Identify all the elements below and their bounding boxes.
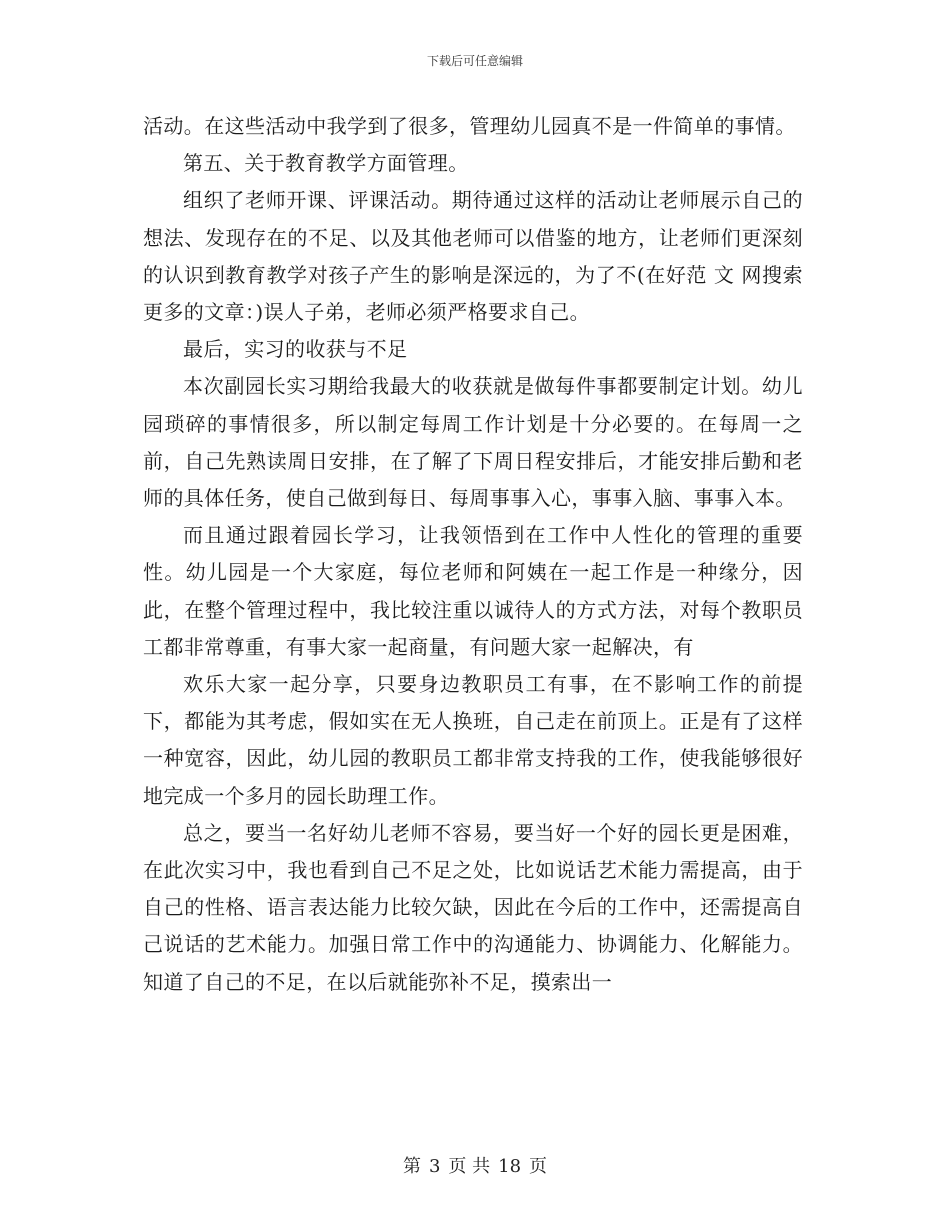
paragraph: 欢乐大家一起分享，只要身边教职员工有事，在不影响工作的前提下，都能为其考虑，假如实在无人换班，自己走在前顶上。正是有了这样一种宽容，因此，幼儿园的教职员工都非常支持我的工作，使我能够很好地完成一个多月的园长助理工作。 <box>143 672 803 808</box>
footer-suffix: 页 <box>529 1156 548 1177</box>
section-heading: 第五、关于教育教学方面管理。 <box>183 151 469 176</box>
paragraph: 组织了老师开课、评课活动。期待通过这样的活动让老师展示自己的想法、发现存在的不足、以及其他老师可以借鉴的地方，让老师们更深刻的认识到教育教学对孩子产生的影响是深远的，为了不(在好范 文 网搜索更多的文章：)误人子弟，老师必须严格要求自己。 <box>143 188 803 325</box>
current-page-number: 3 <box>428 1156 441 1177</box>
paragraph: 本次副园长实习期给我最大的收获就是做每件事都要制定计划。幼儿园琐碎的事情很多，所以制定每周工作计划是十分必要的。在每周一之前，自己先熟读周日安排，在了解了下周日程安排后，才能安排后勤和老师的具体任务，使自己做到每日、每周事事入心，事事入脑、事事入本。 <box>143 374 803 511</box>
total-page-count: 18 <box>498 1156 522 1177</box>
footer-mid: 页 共 <box>448 1156 491 1177</box>
section-heading: 最后，实习的收获与不足 <box>183 337 408 362</box>
page-footer <box>0 1152 950 1178</box>
paragraph: 而且通过跟着园长学习，让我领悟到在工作中人性化的管理的重要性。幼儿园是一个大家庭，每位老师和阿姨在一起工作是一种缘分，因此，在整个管理过程中，我比较注重以诚待人的方式方法，对每个教职员工都非常尊重，有事大家一起商量，有问题大家一起解决，有 <box>143 523 803 659</box>
paragraph: 总之，要当一名好幼儿老师不容易，要当好一个好的园长更是困难，在此次实习中，我也看到自己不足之处，比如说话艺术能力需提高，由于自己的性格、语言表达能力比较欠缺，因此在今后的工作中，还需提高自己说话的艺术能力。加强日常工作中的沟通能力、协调能力、化解能力。知道了自己的不足，在以后就能弥补不足，摸索出一 <box>143 820 803 994</box>
paragraph: 活动。在这些活动中我学到了很多，管理幼儿园真不是一件简单的事情。 <box>143 114 796 138</box>
page-header: 下载后可任意编辑 <box>426 54 523 68</box>
footer-prefix: 第 <box>402 1156 421 1177</box>
document-body <box>143 108 803 1001</box>
